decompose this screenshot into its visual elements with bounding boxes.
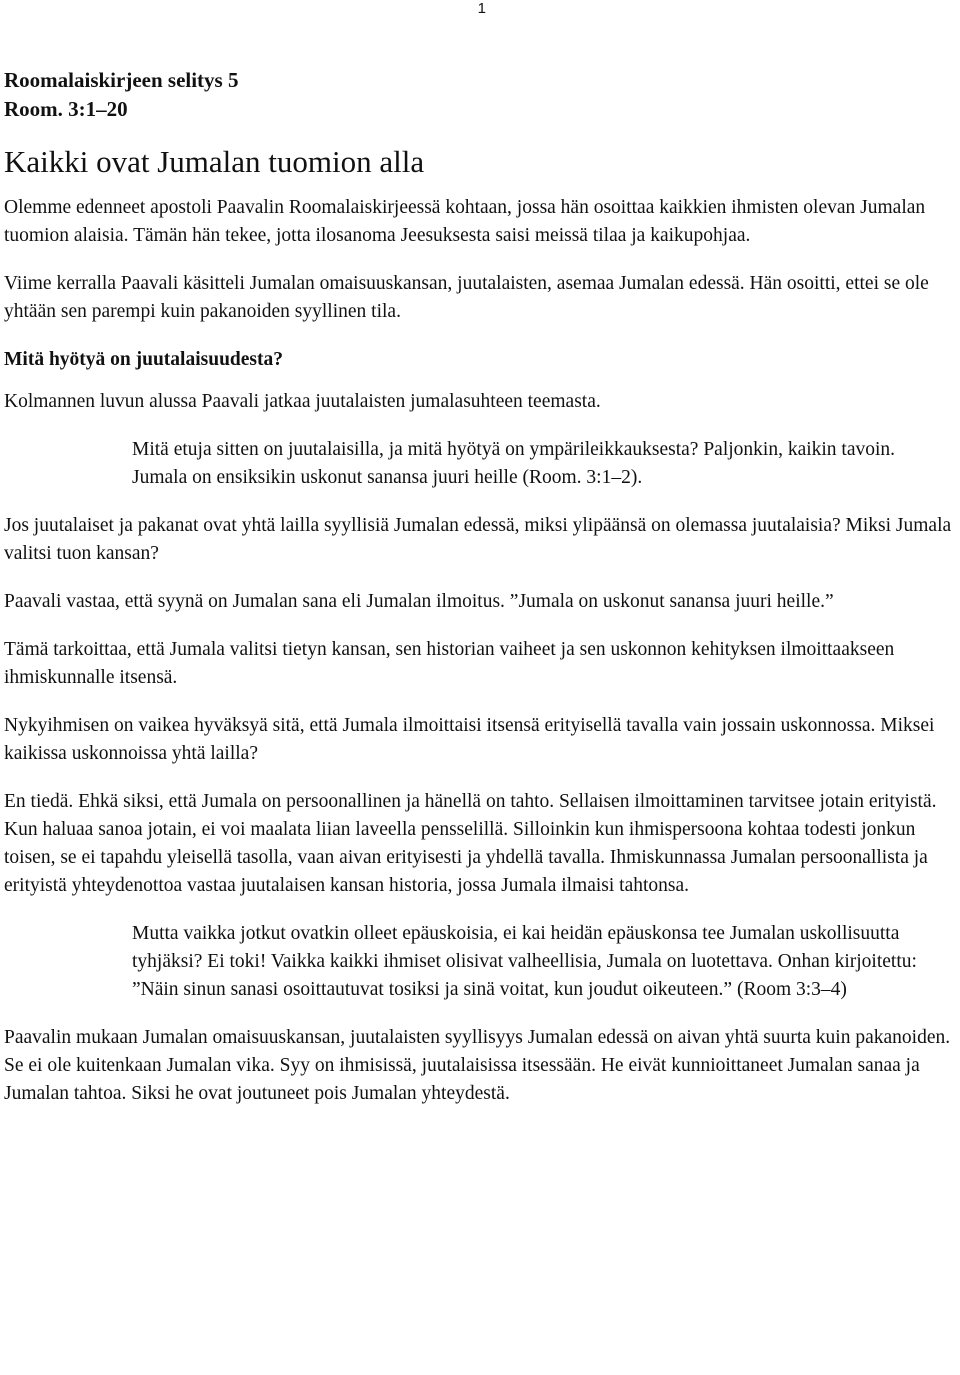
paragraph-last-time: Viime kerralla Paavali käsitteli Jumalan omaisuuskansan, juutalaisten, asemaa Jumalan edessä. Hän osoitti, ettei se ole yhtään sen parempi kuin pakanoiden syyllinen tila. xyxy=(4,273,929,322)
paragraph-modern-people: Nykyihmisen on vaikea hyväksyä sitä, että Jumala ilmoittaisi itsensä erityisellä tavalla vain jossain uskonnossa. Miksei kaikissa uskonnoissa yhtä lailla? xyxy=(4,715,935,764)
section-heading: Mitä hyötyä on juutalaisuudesta? xyxy=(4,349,283,370)
page-title: Kaikki ovat Jumalan tuomion alla xyxy=(4,144,425,179)
block-quote-advantages: Mitä etuja sitten on juutalaisilla, ja mitä hyötyä on ympärileikkauksesta? Paljonkin, kaikin tavoin. Jumala on ensiksikin uskonut sanansa juuri heille (Room. 3:1–2). xyxy=(132,439,896,488)
paragraph-meaning: Tämä tarkoittaa, että Jumala valitsi tietyn kansan, sen historian vaiheet ja sen uskonnon kehityksen ilmoittaakseen ihmiskunnalle itsensä. xyxy=(4,639,895,688)
paragraph-paul-answers: Paavali vastaa, että syynä on Jumalan sana eli Jumalan ilmoitus. ”Jumala on uskonut sanansa juuri heille.” xyxy=(4,591,834,612)
series-title: Roomalaiskirjeen selitys 5 xyxy=(4,68,239,92)
paragraph-i-dont-know: En tiedä. Ehkä siksi, että Jumala on persoonallinen ja hänellä on tahto. Sellaisen ilmoittaminen tarvitsee jotain erityistä. Kun haluaa sanoa jotain, ei voi maalata liian laveella pensselillä. Silloinkin kun ihmispersoona kohtaa todesti jonkun toisen, se ei tapahdu yleisellä tasolla, vaan aivan erityisesti ja yhdellä tavalla. Ihmiskunnassa Jumalan persoonallista ja erityistä yhteydenottoa vastaa juutalaisen kansan historia, jossa Jumala ilmaisi tahtonsa. xyxy=(4,791,937,896)
paragraph-guilt: Paavalin mukaan Jumalan omaisuuskansan, juutalaisten syyllisyys Jumalan edessä on aivan yhtä suurta kuin pakanoiden. Se ei ole kuitenkaan Jumalan vika. Syy on ihmisissä, juutalaisissa itsessään. He eivät kunnioittaneet Jumalan sanaa ja Jumalan tahtoa. Siksi he ovat joutuneet pois Jumalan yhteydestä. xyxy=(4,1027,951,1104)
scripture-reference: Room. 3:1–20 xyxy=(4,97,128,121)
page-number: 1 xyxy=(477,0,486,17)
paragraph-chapter-three: Kolmannen luvun alussa Paavali jatkaa juutalaisten jumalasuhteen teemasta. xyxy=(4,391,601,412)
document-body xyxy=(4,66,954,1128)
paragraph-intro: Olemme edenneet apostoli Paavalin Roomalaiskirjeessä kohtaan, jossa hän osoittaa kaikkien ihmisten olevan Jumalan tuomion alaisia. Tämän hän tekee, jotta ilosanoma Jeesuksesta saisi meissä tilaa ja kaikupohjaa. xyxy=(4,197,926,246)
block-quote-faithfulness: Mutta vaikka jotkut ovatkin olleet epäuskoisia, ei kai heidän epäuskonsa tee Jumalan uskollisuutta tyhjäksi? Ei toki! Vaikka kaikki ihmiset olisivat valheellisia, Jumala on luotettava. Onhan kirjoitettu: ”Näin sinun sanasi osoittautuvat tosiksi ja sinä voitat, kun joudut oikeuteen.” (Room 3:3–4) xyxy=(132,923,917,1000)
paragraph-why-jews: Jos juutalaiset ja pakanat ovat yhtä lailla syyllisiä Jumalan edessä, miksi ylipäänsä on olemassa juutalaisia? Miksi Jumala valitsi tuon kansan? xyxy=(4,515,952,564)
